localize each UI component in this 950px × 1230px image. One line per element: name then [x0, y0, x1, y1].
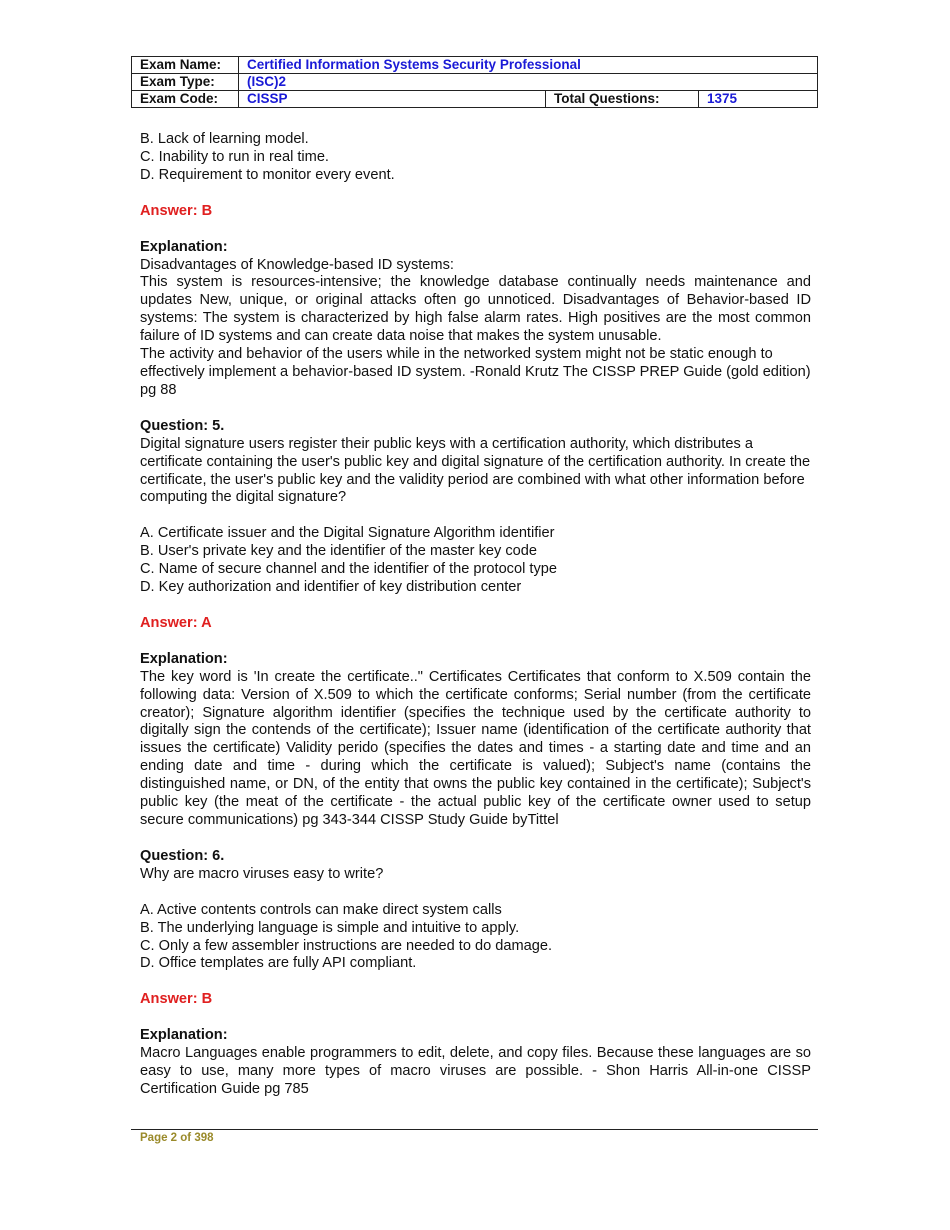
- q6-explanation-label: Explanation:: [140, 1027, 228, 1044]
- total-questions-value: 1375: [699, 91, 818, 108]
- q6-option-b: B. The underlying language is simple and intuitive to apply.: [140, 919, 520, 936]
- q5-question: Digital signature users register their public keys with a certification authority, which distributes a certificate containing the user's public key and digital signature of the certification authority. In create the certificate, the user's public key and the validity period are combined with what other information before computing the digital signature?: [140, 435, 811, 506]
- page-number: Page 2 of 398: [140, 1132, 214, 1144]
- total-questions-label: Total Questions:: [546, 91, 699, 108]
- q6-option-a: A. Active contents controls can make direct system calls: [140, 901, 502, 918]
- q5-option-b: B. User's private key and the identifier of the master key code: [140, 543, 538, 560]
- q4-option-b: B. Lack of learning model.: [140, 131, 309, 147]
- exam-type-value: (ISC)2: [239, 74, 818, 91]
- q6-question: Why are macro viruses easy to write?: [140, 865, 384, 882]
- exam-name-value: Certified Information Systems Security Professional: [239, 57, 818, 74]
- q5-explanation: The key word is 'In create the certificate.." Certificates Certificates that conform to X.509 contain the following data: Version of X.509 to which the certificate conforms; Serial number (from the certificate creator); Signature algorithm identifier (specifies the technique used by the certificate authority to digitally sign the contends of the certificate); Issuer name (identification of the certificate authority that issues the certificate) Validity perido (specifies the dates and times - a starting date and time and an ending date and time - during which the certificate is valued); Subject's name (contains the distinguished name, or DN, of the entity that owns the public key contained in the certificate); Subject's public key (the meat of the certificate - the actual public key of the certificate owner used to setup secure communications) pg 343-344 CISSP Study Guide byTittel: [140, 668, 811, 828]
- exam-type-label: Exam Type:: [132, 74, 239, 91]
- exam-code-value: CISSP: [239, 91, 546, 108]
- q4-option-c: C. Inability to run in real time.: [140, 148, 329, 165]
- exam-name-label: Exam Name:: [132, 57, 239, 74]
- exam-code-label: Exam Code:: [132, 91, 239, 108]
- q6-option-c: C. Only a few assembler instructions are needed to do damage.: [140, 937, 553, 954]
- q5-title: Question: 5.: [140, 417, 225, 434]
- page-content: [140, 131, 811, 1099]
- q6-title: Question: 6.: [140, 847, 225, 864]
- q5-option-a: A. Certificate issuer and the Digital Signature Algorithm identifier: [140, 525, 555, 542]
- q5-option-d: D. Key authorization and identifier of key distribution center: [140, 579, 522, 596]
- q5-answer: Answer: A: [140, 614, 212, 631]
- q6-explanation: Macro Languages enable programmers to edit, delete, and copy files. Because these languages are so easy to use, many more types of macro viruses are possible. - Shon Harris All-in-one CISSP Certification Guide pg 785: [140, 1045, 811, 1097]
- q6-option-d: D. Office templates are fully API compliant.: [140, 955, 417, 972]
- q4-answer: Answer: B: [140, 202, 213, 219]
- exam-header-table: [131, 56, 818, 108]
- q4-explanation-line-2: This system is resources-intensive; the knowledge database continually needs maintenance and updates New, unique, or original attacks often go unnoticed. Disadvantages of Behavior-based ID systems: The system is characterized by high false alarm rates. High positives are the most common failure of ID systems and can create data noise that makes the system unusable.: [140, 274, 811, 345]
- q4-option-d: D. Requirement to monitor every event.: [140, 166, 395, 183]
- q6-answer: Answer: B: [140, 991, 213, 1008]
- footer-divider: [131, 1129, 818, 1130]
- q4-explanation-line-1: Disadvantages of Knowledge-based ID systems:: [140, 256, 454, 273]
- q4-explanation-line-3: The activity and behavior of the users while in the networked system might not be static enough to effectively implement a behavior-based ID system. -Ronald Krutz The CISSP PREP Guide (gold edition) pg 88: [140, 346, 811, 398]
- q5-option-c: C. Name of secure channel and the identifier of the protocol type: [140, 561, 557, 578]
- q4-explanation-label: Explanation:: [140, 238, 228, 255]
- q5-explanation-label: Explanation:: [140, 650, 228, 667]
